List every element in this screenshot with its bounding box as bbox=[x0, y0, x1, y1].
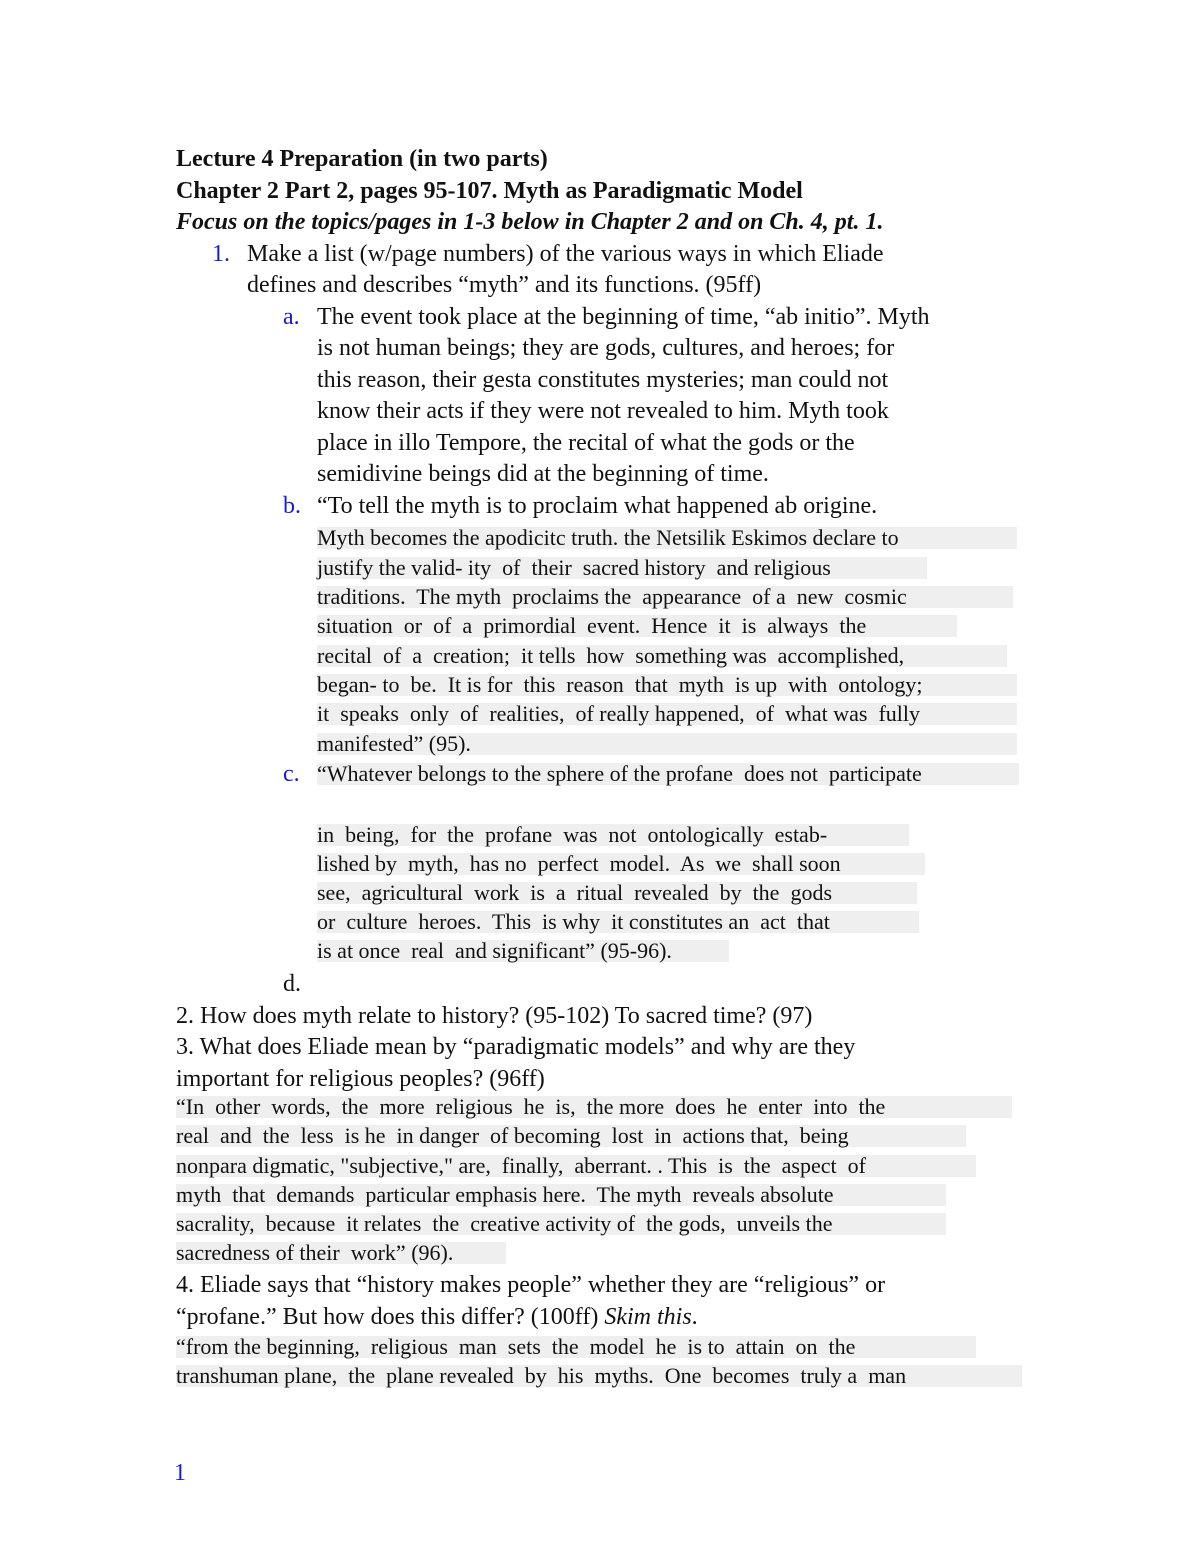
lecture-title: Lecture 4 Preparation (in two parts) bbox=[176, 146, 548, 172]
item-b-line: situation or of a primordial event. Hence it is always the bbox=[317, 615, 957, 637]
list-marker-1: 1. bbox=[212, 241, 230, 267]
item-b-line: it speaks only of realities, of really happened, of what was fully bbox=[317, 703, 1017, 725]
question-2: 2. How does myth relate to history? (95-102) To sacred time? (97) bbox=[176, 1003, 813, 1029]
item-a-line: know their acts if they were not revealed to him. Myth took bbox=[317, 398, 889, 424]
q4-period: . bbox=[691, 1304, 698, 1330]
page-number: 1 bbox=[174, 1460, 186, 1486]
item-a-line: this reason, their gesta constitutes mysteries; man could not bbox=[317, 367, 889, 393]
q3-quote-line: real and the less is he in danger of becoming lost in actions that, being bbox=[176, 1125, 966, 1147]
question-3-line: 3. What does Eliade mean by “paradigmatic models” and why are they bbox=[176, 1034, 856, 1060]
list-marker-a: a. bbox=[283, 304, 300, 330]
list-marker-c: c. bbox=[283, 761, 300, 787]
q1-line: Make a list (w/page numbers) of the various ways in which Eliade bbox=[247, 241, 884, 267]
item-c-line: is at once real and significant” (95-96). bbox=[317, 940, 729, 962]
item-c-line: in being, for the profane was not ontologically estab- bbox=[317, 824, 909, 846]
q4-text: “profane.” But how does this differ? (100ff) bbox=[176, 1304, 605, 1330]
item-b-line: Myth becomes the apodicitc truth. the Netsilik Eskimos declare to bbox=[317, 527, 1017, 549]
q1-line: defines and describes “myth” and its functions. (95ff) bbox=[247, 272, 762, 298]
item-a-line: semidivine beings did at the beginning of time. bbox=[317, 461, 769, 487]
item-c-line: “Whatever belongs to the sphere of the profane does not participate bbox=[317, 763, 1019, 785]
item-c-line: lished by myth, has no perfect model. As we shall soon bbox=[317, 853, 925, 875]
item-a-line: The event took place at the beginning of time, “ab initio”. Myth bbox=[317, 304, 930, 330]
q3-quote-line: sacredness of their work” (96). bbox=[176, 1242, 506, 1264]
item-c-line: see, agricultural work is a ritual revealed by the gods bbox=[317, 882, 917, 904]
q3-quote-line: nonpara digmatic, "subjective," are, finally, aberrant. . This is the aspect of bbox=[176, 1155, 976, 1177]
item-b-line: manifested” (95). bbox=[317, 733, 1017, 755]
list-marker-b: b. bbox=[283, 493, 301, 519]
item-b-line: traditions. The myth proclaims the appearance of a new cosmic bbox=[317, 586, 1013, 608]
item-a-line: is not human beings; they are gods, cultures, and heroes; for bbox=[317, 335, 895, 361]
focus-instruction: Focus on the topics/pages in 1-3 below in Chapter 2 and on Ch. 4, pt. 1. bbox=[176, 209, 884, 235]
list-marker-d: d. bbox=[283, 971, 301, 997]
question-4-line: 4. Eliade says that “history makes people” whether they are “religious” or bbox=[176, 1272, 886, 1298]
question-4-line bbox=[176, 1305, 698, 1329]
q4-quote-line: transhuman plane, the plane revealed by his myths. One becomes truly a man bbox=[176, 1365, 1022, 1387]
item-c-line: or culture heroes. This is why it constitutes an act that bbox=[317, 911, 919, 933]
chapter-heading: Chapter 2 Part 2, pages 95-107. Myth as Paradigmatic Model bbox=[176, 178, 803, 204]
question-3-line: important for religious peoples? (96ff) bbox=[176, 1066, 545, 1092]
q3-quote-line: “In other words, the more religious he is, the more does he enter into the bbox=[176, 1096, 1012, 1118]
q3-quote-line: sacrality, because it relates the creative activity of the gods, unveils the bbox=[176, 1213, 946, 1235]
item-b-line: recital of a creation; it tells how something was accomplished, bbox=[317, 645, 1007, 667]
item-b-line: justify the valid- ity of their sacred history and religious bbox=[317, 557, 927, 579]
item-b-line: began- to be. It is for this reason that myth is up with ontology; bbox=[317, 674, 1017, 696]
q4-quote-line: “from the beginning, religious man sets the model he is to attain on the bbox=[176, 1336, 976, 1358]
q3-quote-line: myth that demands particular emphasis here. The myth reveals absolute bbox=[176, 1184, 946, 1206]
skim-note: Skim this bbox=[604, 1304, 692, 1330]
item-a-line: place in illo Tempore, the recital of what the gods or the bbox=[317, 430, 855, 456]
item-b-line: “To tell the myth is to proclaim what happened ab origine. bbox=[317, 493, 878, 519]
